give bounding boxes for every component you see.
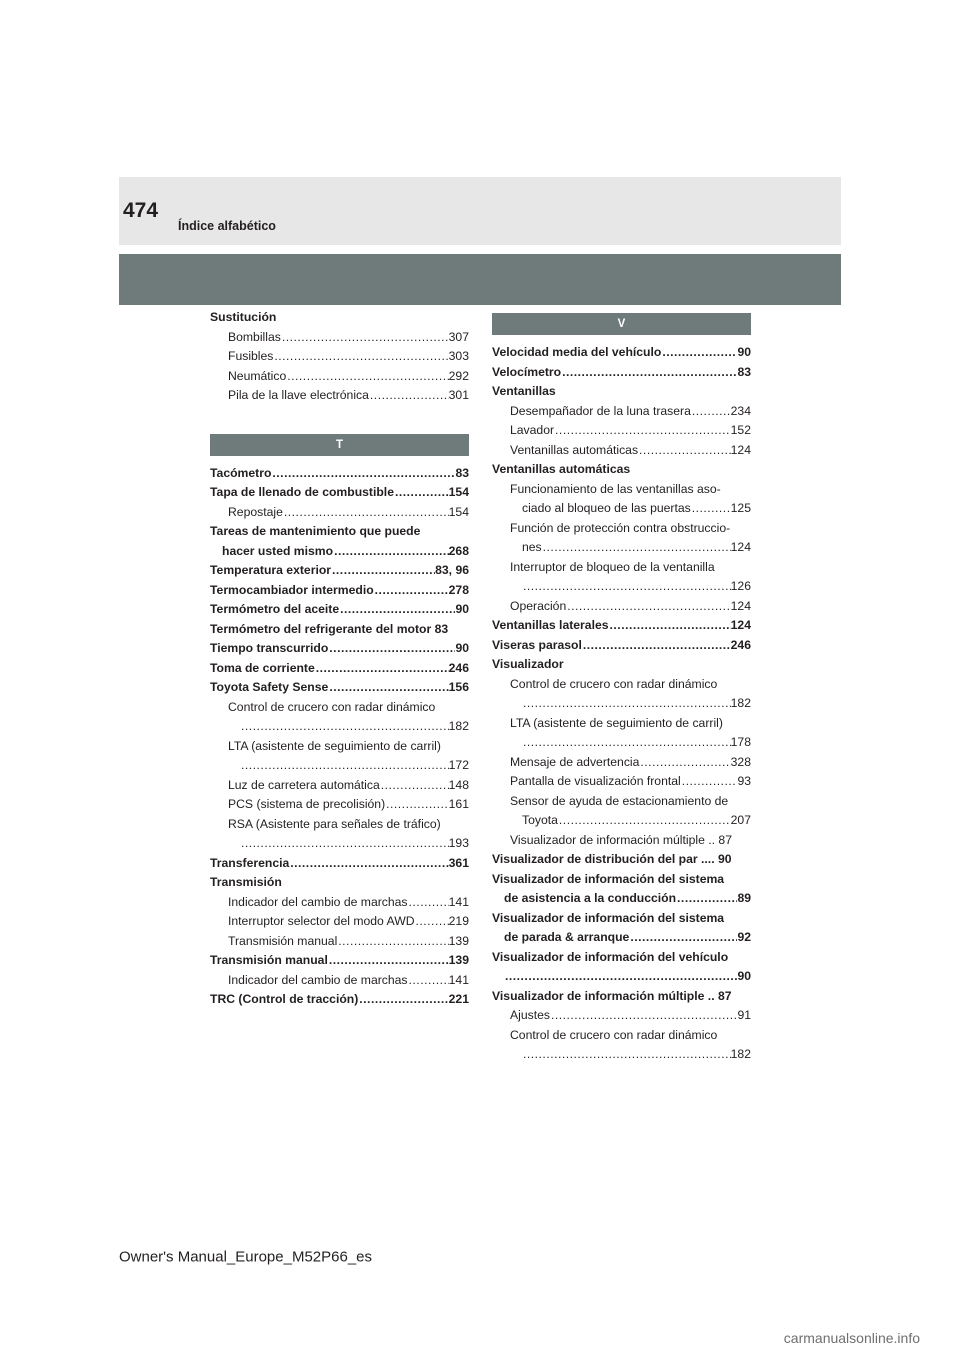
index-entry-page: 182 (448, 719, 469, 733)
index-entry (210, 328, 469, 348)
index-entry-text: Mensaje de advertencia (510, 754, 640, 769)
dot-leader (558, 811, 731, 831)
index-entry: Tareas de mantenimiento que puede (210, 524, 421, 538)
index-entry-text: Ventanillas automáticas (510, 442, 639, 457)
dot-leader (331, 561, 435, 581)
index-entry (492, 733, 751, 753)
page-number: 474 (123, 199, 159, 222)
dot-leader (328, 639, 455, 659)
index-entry-page: 156 (448, 680, 469, 694)
index-entry: LTA (asistente de seguimiento de carril) (228, 738, 441, 753)
index-entry (210, 483, 469, 503)
index-entry-page: 219 (448, 914, 469, 928)
index-entry: Ventanillas automáticas (492, 462, 631, 476)
index-entry-page: 90 (455, 641, 469, 655)
index-entry: Interruptor de bloqueo de la ventanilla (510, 559, 715, 574)
index-entry: Visualizador de información múltiple .. 87 (492, 988, 732, 1003)
index-entry: Función de protección contra obstruccio- (510, 520, 731, 535)
index-entry: Transmisión (210, 875, 282, 889)
index-entry-text: Toma de corriente (210, 660, 315, 675)
index-entry-page: 92 (737, 930, 751, 944)
index-entry (492, 402, 751, 422)
index-entry (210, 756, 469, 776)
index-entry: Sensor de ayuda de estacionamiento de (510, 793, 729, 808)
index-entry (210, 971, 469, 991)
index-entry (492, 811, 751, 831)
index-entry-page: 141 (448, 972, 469, 987)
index-entry: Termómetro del refrigerante del motor 83 (210, 621, 449, 636)
index-entry-page: 148 (448, 777, 469, 792)
dot-leader (408, 893, 449, 913)
index-entry-page: 83 (737, 364, 751, 379)
index-entry-page: 83, 96 (435, 563, 469, 577)
index-entry (492, 499, 751, 519)
dot-leader (609, 616, 731, 636)
index-entry-text: ciado al bloqueo de las puertas (522, 501, 691, 515)
dot-leader (315, 659, 449, 679)
dot-leader (380, 776, 449, 796)
index-entry: Visualizador (492, 657, 564, 671)
index-entry-page: 90 (455, 602, 469, 616)
section-title: Índice alfabético (178, 219, 276, 233)
dot-leader (681, 772, 738, 792)
index-entry: Visualizador de información del sistema (492, 871, 725, 886)
index-entry-page: 172 (448, 758, 469, 772)
index-entry-page: 193 (448, 836, 469, 850)
index-entry-text: Pila de la llave electrónica (228, 388, 369, 402)
index-entry-text: Termocambiador intermedio (210, 582, 374, 597)
index-entry-text: Velocímetro (492, 364, 562, 379)
index-entry: LTA (asistente de seguimiento de carril) (510, 715, 723, 730)
index-entry-page: 307 (448, 329, 469, 344)
index-entry (492, 636, 751, 656)
index-entry: Control de crucero con radar dinámico (510, 1027, 718, 1042)
index-entry-page: 83 (455, 465, 469, 480)
index-entry: Visualizador de información múltiple .. 87 (510, 832, 732, 847)
index-entry-page: 178 (730, 735, 751, 749)
index-entry (210, 893, 469, 913)
dot-leader (271, 464, 455, 484)
dot-leader (240, 834, 449, 854)
index-entry-text: Luz de carretera automática (228, 777, 380, 792)
index-entry-text: Operación (510, 598, 567, 613)
dot-leader (240, 756, 449, 776)
index-entry: RSA (Asistente para señales de tráfico) (228, 816, 441, 831)
dot-leader (374, 581, 449, 601)
index-entry-page: 246 (730, 637, 751, 652)
index-entry-text: hacer usted mismo (222, 543, 334, 558)
index-entry: Visualizador de información del sistema (492, 910, 725, 925)
index-entry-page: 152 (730, 423, 751, 437)
index-entry (492, 616, 751, 636)
index-entry-text: Ajustes (510, 1008, 550, 1022)
dot-leader (415, 912, 449, 932)
dot-leader (281, 328, 449, 348)
index-entry-page: 234 (730, 403, 751, 418)
index-entry-text: Fusibles (228, 349, 274, 363)
index-entry-page: 301 (448, 388, 469, 402)
index-entry-text: nes (522, 540, 542, 554)
index-entry-page: 126 (730, 579, 751, 593)
index-entry (492, 928, 751, 948)
index-entry-page: 246 (448, 660, 469, 675)
index-entry-text: Temperatura exterior (210, 563, 332, 577)
index-block-v (492, 343, 751, 1065)
index-entry-text: Viseras parasol (492, 637, 582, 652)
index-entry-page: 124 (730, 598, 751, 613)
index-entry (492, 694, 751, 714)
index-entry (210, 367, 469, 387)
index-entry (210, 561, 469, 581)
index-entry-text: Desempañador de la luna trasera (510, 403, 691, 418)
index-entry-page: 139 (448, 933, 469, 948)
index-entry (492, 597, 751, 617)
dot-leader (337, 932, 448, 952)
dot-leader (550, 1006, 737, 1026)
dot-leader (522, 733, 731, 753)
index-entry-text: de asistencia a la conducción (504, 891, 677, 905)
watermark: carmanualsonline.info (783, 1330, 920, 1346)
index-entry-page: 125 (730, 501, 751, 515)
index-entry (492, 538, 751, 558)
header-band (119, 177, 841, 245)
index-entry (492, 1006, 751, 1026)
index-entry: Visualizador de distribución del par .... 90 (492, 852, 732, 866)
index-entry (210, 932, 469, 952)
index-entry-text: Indicador del cambio de marchas (228, 972, 408, 987)
index-entry (210, 639, 469, 659)
dot-leader (339, 600, 455, 620)
index-entry-text: Velocidad media del vehículo (492, 345, 662, 359)
index-entry-page: 361 (448, 855, 469, 870)
dot-leader (408, 971, 449, 991)
index-entry-text: Toyota Safety Sense (210, 680, 329, 694)
dot-leader (638, 441, 731, 461)
index-entry (492, 1045, 751, 1065)
index-entry (210, 717, 469, 737)
dot-leader (582, 636, 731, 656)
index-entry (210, 600, 469, 620)
index-entry: Control de crucero con radar dinámico (510, 676, 718, 691)
index-entry-page: 139 (448, 953, 469, 967)
dot-leader (639, 753, 730, 773)
index-entry (492, 441, 751, 461)
index-entry (492, 753, 751, 773)
index-block-t (210, 464, 469, 1010)
index-entry-text: Tapa de llenado de combustible (210, 485, 394, 499)
dot-leader (676, 889, 737, 909)
header-dark-band (119, 254, 841, 305)
index-entry-text: Pantalla de visualización frontal (510, 774, 681, 788)
dot-leader (661, 343, 737, 363)
index-entry-page: 90 (737, 345, 751, 359)
dot-leader (554, 421, 731, 441)
index-entry-page: 221 (448, 992, 469, 1006)
index-entry-text: Transmisión manual (228, 933, 338, 948)
index-entry-page: 292 (448, 368, 469, 383)
index-entry-text: Tacómetro (210, 465, 272, 480)
dot-leader (504, 967, 737, 987)
dot-leader (691, 499, 731, 519)
index-entry-page: 328 (730, 754, 751, 769)
index-entry: Funcionamiento de las ventanillas aso- (510, 481, 721, 496)
index-entry (492, 363, 751, 383)
index-entry (210, 542, 469, 562)
dot-leader (561, 363, 737, 383)
index-entry (492, 577, 751, 597)
index-entry-page: 93 (737, 774, 751, 788)
index-entry-text: Lavador (510, 423, 555, 437)
index-entry (210, 678, 469, 698)
index-entry-text: Neumático (228, 368, 287, 383)
dot-leader (385, 795, 449, 815)
index-entry-page: 154 (448, 504, 469, 519)
index-entry-page: 161 (448, 797, 469, 811)
dot-leader (394, 483, 449, 503)
dot-leader (333, 542, 449, 562)
index-entry-text: Repostaje (228, 504, 283, 519)
index-entry (210, 503, 469, 523)
dot-leader (283, 503, 449, 523)
index-entry-text: Termómetro del aceite (210, 602, 340, 616)
dot-leader (240, 717, 449, 737)
dot-leader (691, 402, 731, 422)
index-entry-text: Transmisión manual (210, 953, 328, 967)
dot-leader (522, 1045, 731, 1065)
index-entry-page: 207 (730, 813, 751, 827)
index-entry-page: 268 (448, 543, 469, 558)
index-entry-page: 91 (737, 1008, 751, 1022)
index-entry-page: 154 (448, 485, 469, 499)
index-column-right (492, 308, 751, 1065)
index-entry-text: Tiempo transcurrido (210, 641, 329, 655)
dot-leader (286, 367, 448, 387)
dot-leader (566, 597, 730, 617)
index-entry-page: 182 (730, 696, 751, 710)
index-entry-text: TRC (Control de tracción) (210, 992, 359, 1006)
index-entry-text: Bombillas (228, 329, 281, 344)
index-entry (492, 772, 751, 792)
index-entry-page: 89 (737, 891, 751, 905)
dot-leader (358, 990, 448, 1010)
index-entry (210, 912, 469, 932)
index-entry (210, 659, 469, 679)
index-entry (210, 464, 469, 484)
dot-leader (328, 678, 448, 698)
index-block-s (210, 308, 469, 406)
dot-leader (328, 951, 449, 971)
index-entry (492, 343, 751, 363)
index-entry-text: Transferencia (210, 855, 290, 870)
index-entry (210, 386, 469, 406)
dot-leader (629, 928, 737, 948)
index-entry (210, 990, 469, 1010)
dot-leader (522, 694, 731, 714)
dot-leader (289, 854, 448, 874)
index-entry-page: 303 (448, 349, 469, 363)
index-entry (210, 951, 469, 971)
index-entry-page: 124 (730, 442, 751, 457)
index-entry (492, 421, 751, 441)
index-entry: Control de crucero con radar dinámico (228, 699, 436, 714)
index-entry-text: Toyota (522, 813, 558, 827)
index-entry-page: 90 (737, 969, 751, 983)
index-entry-page: 124 (730, 618, 751, 632)
footer-manual-id: Owner's Manual_Europe_M52P66_es (119, 1248, 373, 1266)
index-entry-text: de parada & arranque (504, 930, 630, 944)
index-entry (210, 834, 469, 854)
index-entry-page: 278 (448, 582, 469, 597)
index-entry: Ventanillas (492, 384, 556, 398)
index-entry (210, 854, 469, 874)
index-entry (492, 889, 751, 909)
index-entry-page: 182 (730, 1047, 751, 1061)
index-entry-page: 124 (730, 540, 751, 554)
index-entry-page: 141 (448, 894, 469, 909)
dot-leader (542, 538, 731, 558)
index-entry (492, 967, 751, 987)
dot-leader (522, 577, 731, 597)
dot-leader (369, 386, 449, 406)
index-column-left (210, 308, 469, 1010)
index-entry: Visualizador de información del vehículo (492, 949, 729, 964)
index-entry-text: Ventanillas laterales (492, 618, 609, 632)
index-entry-text: Indicador del cambio de marchas (228, 894, 408, 909)
index-entry (210, 795, 469, 815)
letter-bar-t: T (210, 434, 469, 456)
index-entry (210, 776, 469, 796)
dot-leader (273, 347, 448, 367)
letter-bar-v: V (492, 313, 751, 335)
index-entry-text: PCS (sistema de precolisión) (228, 797, 386, 811)
index-entry (210, 347, 469, 367)
index-entry-text: Interruptor selector del modo AWD (228, 914, 415, 928)
index-entry (210, 581, 469, 601)
index-entry: Sustitución (210, 310, 277, 324)
